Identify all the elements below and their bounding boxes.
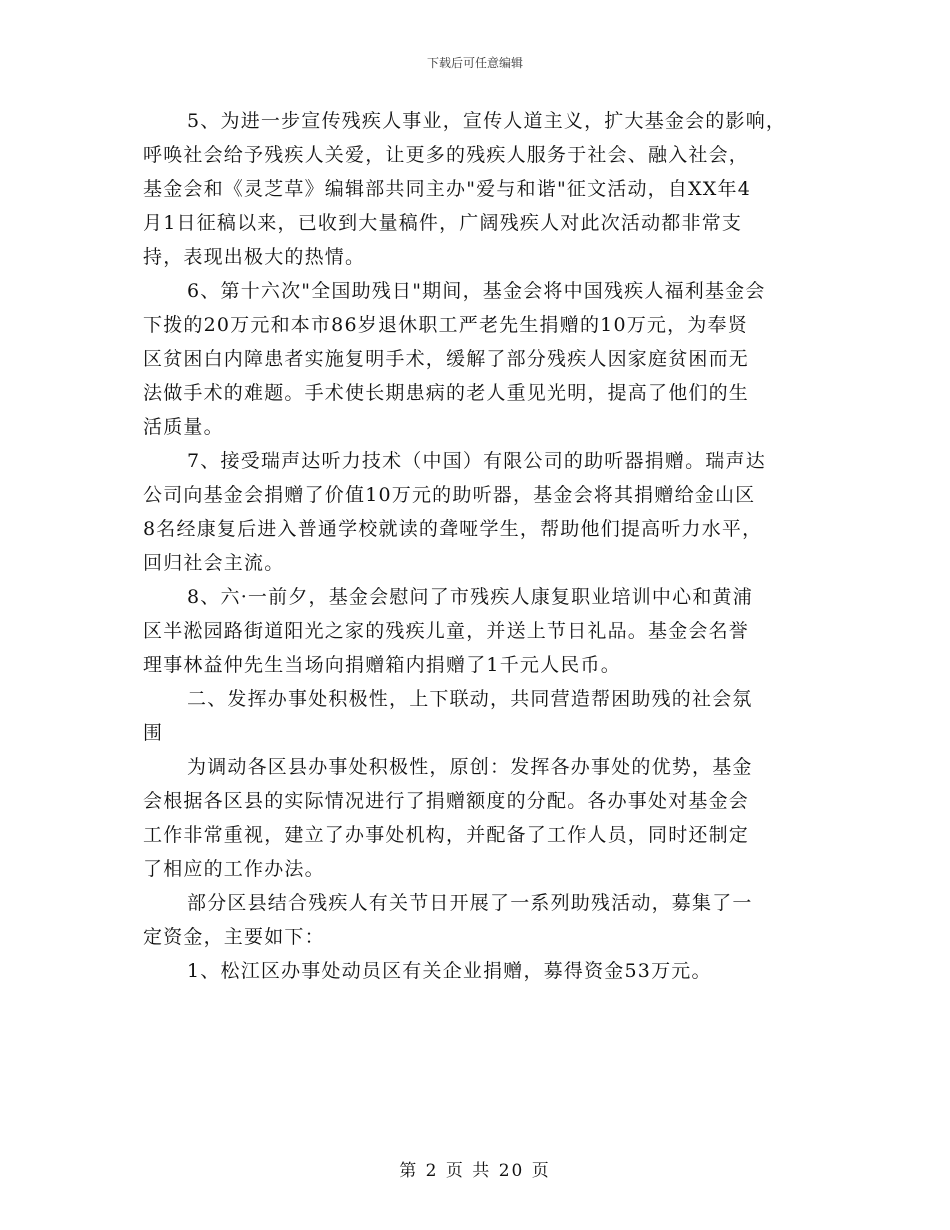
paragraph-songjiang xyxy=(143,954,815,988)
text-line: 了相应的工作办法。 xyxy=(143,858,325,880)
text-line: 月1日征稿以来，已收到大量稿件，广阔残疾人对此次活动都非常支 xyxy=(143,212,743,234)
paragraph-item-8 xyxy=(143,580,815,682)
text-line: 二、发挥办事处积极性，上下联动，共同营造帮困助残的社会氛 xyxy=(187,688,753,710)
section-heading xyxy=(143,682,815,750)
text-line: 工作非常重视，建立了办事处机构，并配备了工作人员，同时还制定 xyxy=(143,824,750,846)
text-line: 公司向基金会捐赠了价值10万元的助听器，基金会将其捐赠给金山区 xyxy=(143,484,756,506)
text-line: 持，表现出极大的热情。 xyxy=(143,246,366,268)
page-number: 第 2 页 共 20 页 xyxy=(399,1161,551,1181)
text-line: 7、接受瑞声达听力技术（中国）有限公司的助听器捐赠。瑞声达 xyxy=(187,450,766,472)
text-line: 6、第十六次"全国助残日"期间，基金会将中国残疾人福利基金会 xyxy=(187,280,766,302)
paragraph-offices xyxy=(143,750,815,886)
paragraph-districts xyxy=(143,886,815,954)
document-body xyxy=(143,104,815,988)
text-line: 理事林益仲先生当场向捐赠箱内捐赠了1千元人民币。 xyxy=(143,654,621,676)
text-line: 5、为进一步宣传残疾人事业，宣传人道主义，扩大基金会的影响， xyxy=(187,110,787,132)
text-line: 部分区县结合残疾人有关节日开展了一系列助残活动，募集了一 xyxy=(187,892,753,914)
paragraph-item-5 xyxy=(143,104,815,274)
text-line: 为调动各区县办事处积极性，原创：发挥各办事处的优势，基金 xyxy=(187,756,753,778)
text-line: 区半淞园路街道阳光之家的残疾儿童，并送上节日礼品。基金会名誉 xyxy=(143,620,750,642)
paragraph-item-6 xyxy=(143,274,815,444)
paragraph-item-7 xyxy=(143,444,815,580)
text-line: 回归社会主流。 xyxy=(143,552,285,574)
text-line: 法做手术的难题。手术使长期患病的老人重见光明，提高了他们的生 xyxy=(143,382,750,404)
text-line: 会根据各区县的实际情况进行了捐赠额度的分配。各办事处对基金会 xyxy=(143,790,750,812)
text-line: 呼唤社会给予残疾人关爱，让更多的残疾人服务于社会、融入社会， xyxy=(143,144,750,166)
text-line: 活质量。 xyxy=(143,416,224,438)
text-line: 8、六·一前夕，基金会慰问了市残疾人康复职业培训中心和黄浦 xyxy=(187,586,753,608)
text-line: 1、松江区办事处动员区有关企业捐赠，募得资金53万元。 xyxy=(187,960,712,982)
text-line: 围 xyxy=(143,722,164,744)
text-line: 区贫困白内障患者实施复明手术，缓解了部分残疾人因家庭贫困而无 xyxy=(143,348,750,370)
text-line: 8名经康复后进入普通学校就读的聋哑学生，帮助他们提高听力水平， xyxy=(143,518,763,540)
text-line: 定资金，主要如下： xyxy=(143,926,325,948)
text-line: 基金会和《灵芝草》编辑部共同主办"爱与和谐"征文活动，自XX年4 xyxy=(143,178,752,200)
page-header: 下载后可任意编辑 xyxy=(426,56,523,70)
text-line: 下拨的20万元和本市86岁退休职工严老先生捐赠的10万元，为奉贤 xyxy=(143,314,748,336)
